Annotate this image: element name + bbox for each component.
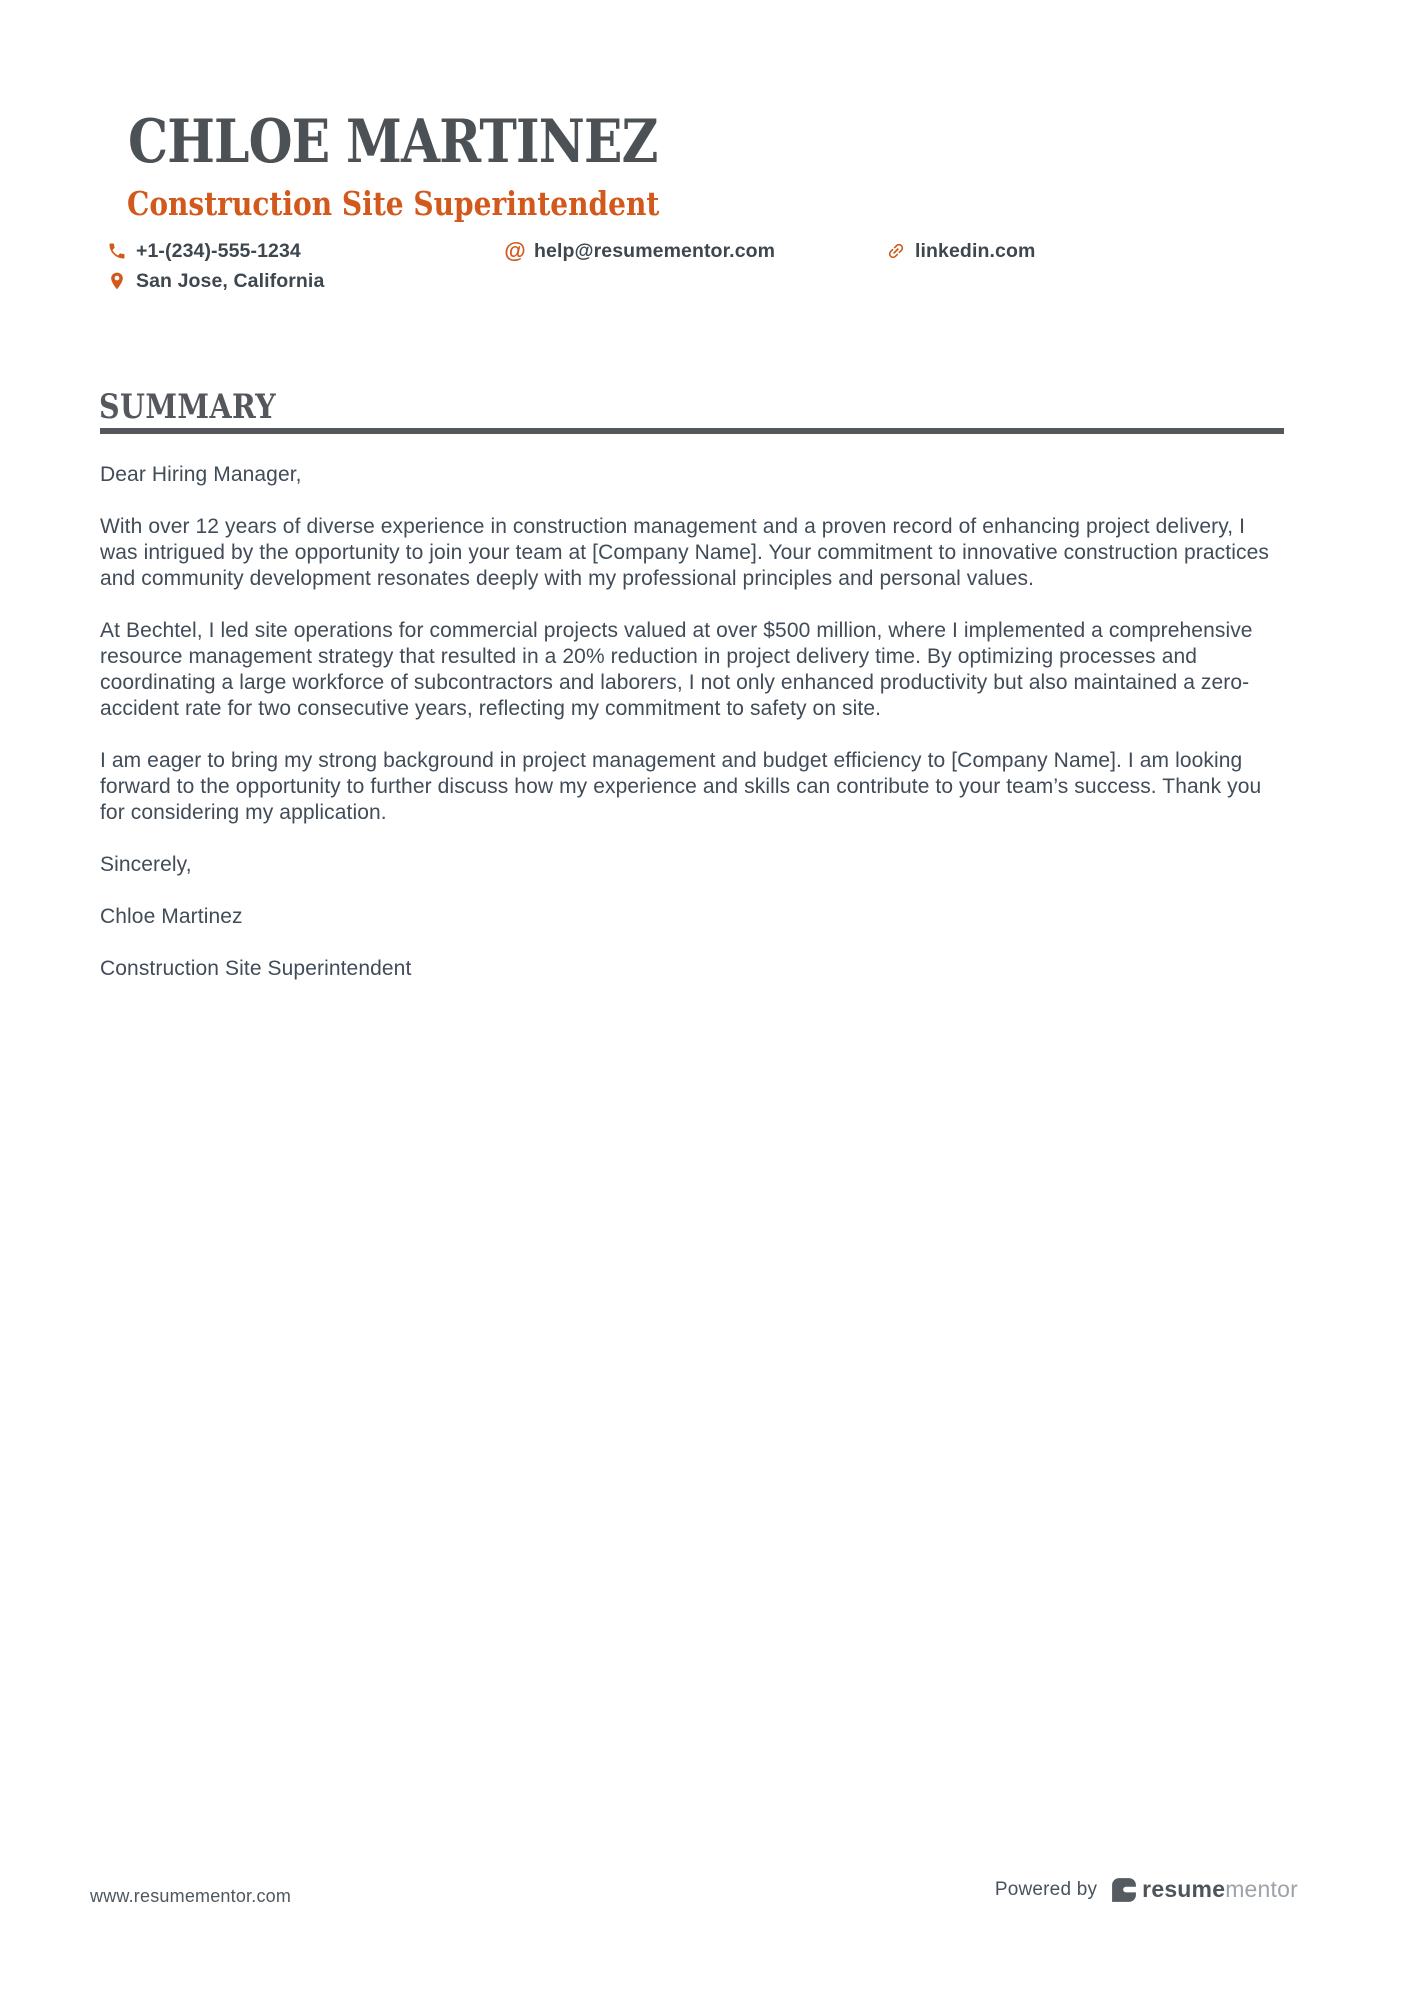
job-title: Construction Site Superintendent xyxy=(127,184,660,223)
signature-title: Construction Site Superintendent xyxy=(100,957,412,980)
at-icon: @ xyxy=(504,238,526,263)
contact-linkedin[interactable] xyxy=(886,238,1035,264)
contact-phone xyxy=(107,238,301,264)
summary-heading: SUMMARY xyxy=(99,387,277,427)
location-pin-icon xyxy=(107,271,127,291)
contact-email[interactable] xyxy=(505,238,775,264)
brand-name-resume: resume xyxy=(1142,1876,1226,1902)
phone-icon xyxy=(107,241,127,261)
candidate-name: CHLOE MARTINEZ xyxy=(128,107,658,177)
resumementor-logo[interactable] xyxy=(1111,1876,1298,1903)
footer-website-link[interactable]: www.resumementor.com xyxy=(90,1886,292,1906)
linkedin-url[interactable]: linkedin.com xyxy=(915,239,1036,262)
paragraph-experience: At Bechtel, I led site operations for commercial projects valued at over $500 million, where I implemented a comprehensive resource management strategy that resulted in a 20% reduction in project delivery time. By optimizing processes and coordinating a large workforce of subcontractors and laborers, I not only enhanced productivity but also maintained a zero-accident rate for two consecutive years, reflecting my commitment to safety on site. xyxy=(100,619,1253,720)
section-divider xyxy=(100,428,1284,434)
sign-off: Sincerely, xyxy=(100,853,192,876)
contact-location xyxy=(107,268,324,294)
paragraph-closing: I am eager to bring my strong background in project management and budget efficiency to [Company Name]. I am looking forward to the opportunity to further discuss how my experience and skills can contribute to your team’s success. Thank you for considering my application. xyxy=(100,749,1262,824)
powered-by-label: Powered by xyxy=(994,1878,1098,1900)
signature-name: Chloe Martinez xyxy=(100,905,243,928)
link-icon xyxy=(886,241,906,261)
letter-body xyxy=(100,462,1284,1008)
phone-number: +1-(234)-555-1234 xyxy=(136,239,301,262)
powered-by-block xyxy=(995,1876,1298,1903)
brand-name-mentor: mentor xyxy=(1225,1876,1298,1902)
paragraph-intro: With over 12 years of diverse experience in construction management and a proven record of enhancing project delivery, I was intrigued by the opportunity to join your team at [Company Name]. Your commitment to innovative construction practices and community development resonates deeply with my professional principles and personal values. xyxy=(100,515,1269,590)
location-text: San Jose, California xyxy=(136,269,325,292)
email-address[interactable]: help@resumementor.com xyxy=(534,239,776,262)
resumementor-logo-icon xyxy=(1111,1877,1137,1903)
salutation: Dear Hiring Manager, xyxy=(100,463,302,486)
